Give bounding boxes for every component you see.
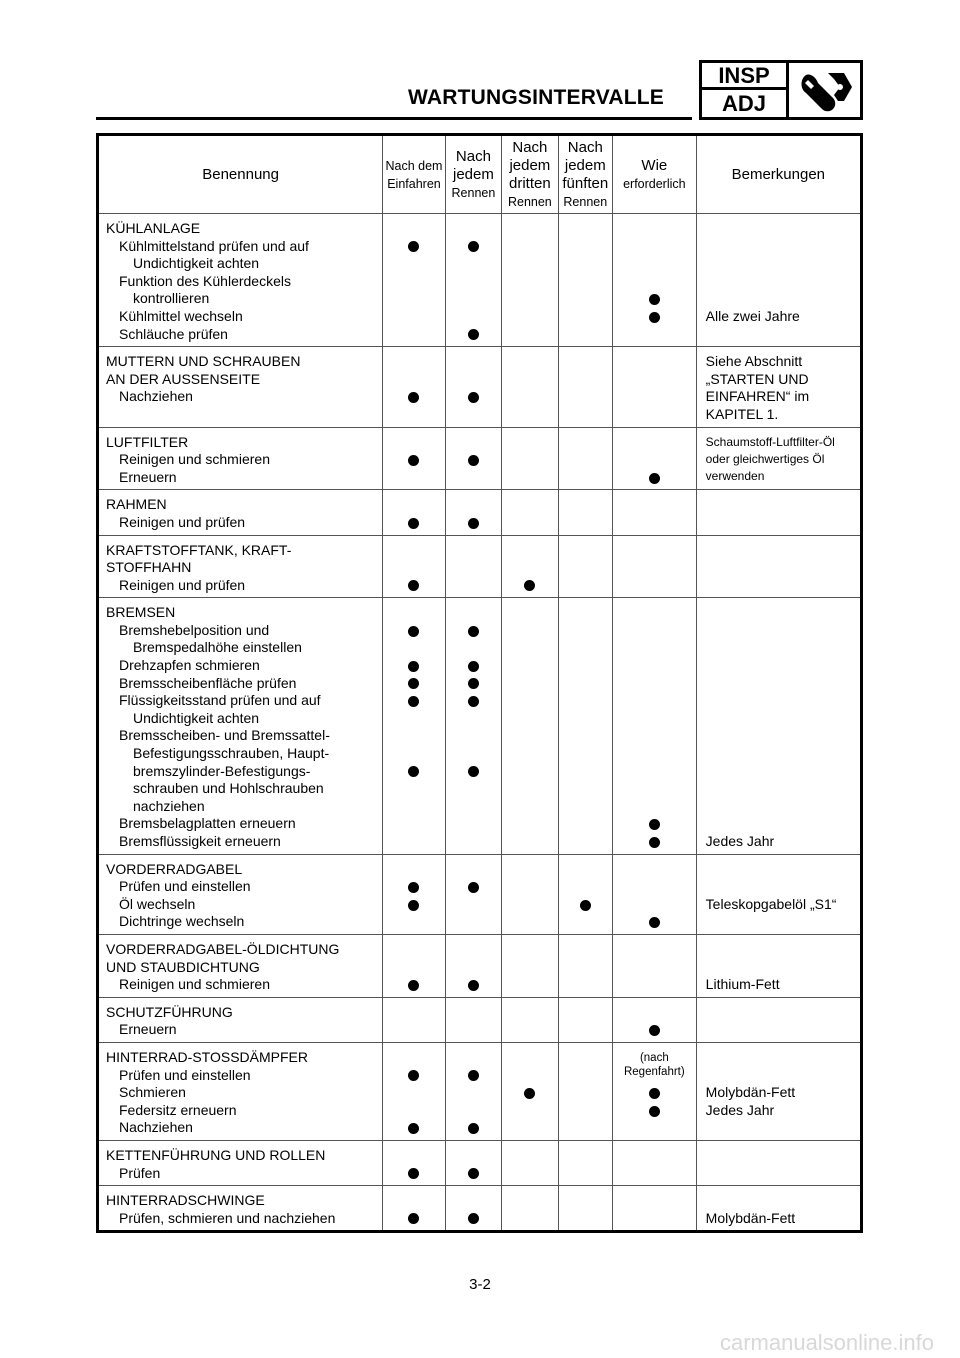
remark-line (706, 1147, 860, 1165)
benennung-cell (98, 854, 383, 934)
interval-cell-2 (445, 347, 501, 427)
bemerkungen-cell (696, 214, 861, 347)
remark-line: Siehe Abschnitt (705, 353, 803, 370)
section-heading: STOFFHAHN (106, 559, 192, 576)
bullet-mark-icon (580, 900, 591, 911)
bullet-mark-icon (408, 455, 419, 466)
interval-cell-1 (383, 490, 445, 535)
bemerkungen-cell (696, 854, 861, 934)
remark-line: Jedes Jahr (705, 833, 775, 849)
interval-cell-5 (613, 490, 697, 535)
interval-cell-4 (558, 535, 612, 598)
interval-cell-3 (502, 214, 558, 347)
interval-cell-5 (613, 997, 697, 1042)
remark-line (706, 514, 860, 532)
bullet-mark-icon (468, 241, 479, 252)
page-number: 3-2 (469, 1276, 491, 1293)
header-nach-jedem-dritten-rennen: Nach jedem dritten Rennen (502, 135, 558, 214)
interval-cell-1 (383, 1140, 445, 1185)
benennung-cell (98, 214, 383, 347)
remark-line (706, 326, 860, 344)
task-line: Funktion des Kühlerdeckels (119, 272, 291, 289)
remark-line: Lithium-Fett (705, 976, 780, 993)
interval-cell-4 (558, 427, 612, 490)
task-line: Reinigen und schmieren (119, 451, 270, 468)
remark-line (706, 1021, 860, 1039)
bullet-mark-icon (649, 1025, 660, 1036)
task-line: Federsitz erneuern (119, 1101, 237, 1118)
interval-cell-1 (383, 347, 445, 427)
interval-cell-4 (558, 1140, 612, 1185)
bemerkungen-cell (696, 1186, 861, 1232)
interval-cell-4 (558, 490, 612, 535)
table-row (98, 427, 862, 490)
task-line: Bremspedalhöhe einstellen (133, 639, 302, 656)
bemerkungen-cell (696, 1140, 861, 1185)
bullet-mark-icon (468, 1213, 479, 1224)
bullet-mark-icon (408, 580, 419, 591)
bullet-mark-icon (408, 678, 419, 689)
bullet-mark-icon (468, 980, 479, 991)
interval-cell-5 (613, 1042, 697, 1140)
bullet-mark-icon (468, 329, 479, 340)
interval-cell-3 (502, 997, 558, 1042)
remark-line (706, 604, 860, 622)
remark-line (706, 861, 860, 879)
header-benennung: Benennung (98, 135, 383, 214)
bullet-mark-icon (649, 917, 660, 928)
interval-cell-4 (558, 934, 612, 997)
interval-cell-5 (613, 854, 697, 934)
table-row (98, 598, 862, 854)
task-line: Prüfen (119, 1164, 161, 1181)
section-heading: KETTENFÜHRUNG UND ROLLEN (106, 1146, 326, 1163)
interval-cell-1 (383, 427, 445, 490)
remark-line (706, 1165, 860, 1183)
table-row (98, 934, 862, 997)
interval-cell-1 (383, 535, 445, 598)
interval-cell-2 (445, 214, 501, 347)
bullet-mark-icon (468, 1168, 479, 1179)
section-heading: RAHMEN (106, 496, 167, 513)
interval-cell-5 (613, 214, 697, 347)
section-heading: VORDERRADGABEL (106, 860, 243, 877)
task-line: Befestigungsschrauben, Haupt- (133, 745, 330, 762)
maintenance-table (96, 133, 863, 1233)
section-heading: SCHUTZFÜHRUNG (106, 1003, 233, 1020)
remark-line: Schaumstoff-Luftfilter-Öl (705, 434, 835, 449)
benennung-cell (98, 934, 383, 997)
bemerkungen-cell (696, 535, 861, 598)
interval-cell-2 (445, 1186, 501, 1232)
bullet-mark-icon (468, 678, 479, 689)
bullet-mark-icon (649, 837, 660, 848)
bullet-mark-icon (524, 580, 535, 591)
bullet-mark-icon (468, 392, 479, 403)
remark-line (706, 220, 860, 238)
interval-cell-5 (613, 427, 697, 490)
benennung-cell (98, 598, 383, 854)
task-line: Prüfen und einstellen (119, 1066, 251, 1083)
bemerkungen-cell (696, 490, 861, 535)
remark-line (706, 710, 860, 728)
task-line: Kühlmittelstand prüfen und auf (119, 237, 309, 254)
remark-line: Molybdän-Fett (705, 1084, 796, 1101)
interval-cell-3 (502, 490, 558, 535)
bullet-mark-icon (408, 241, 419, 252)
bullet-mark-icon (468, 882, 479, 893)
interval-cell-1 (383, 997, 445, 1042)
interval-cell-4 (558, 214, 612, 347)
remark-line (706, 657, 860, 675)
task-line: bremszylinder-Befestigungs- (133, 762, 311, 779)
interval-cell-5 (613, 598, 697, 854)
task-line: Bremsscheibenfläche prüfen (119, 674, 297, 691)
task-line: Schmieren (119, 1084, 186, 1101)
bemerkungen-cell (696, 1042, 861, 1140)
bullet-mark-icon (468, 1123, 479, 1134)
section-heading: UND STAUBDICHTUNG (106, 958, 260, 975)
remark-line (706, 273, 860, 291)
task-line: Bremsscheiben- und Bremssattel- (119, 727, 330, 744)
remark-line (706, 577, 860, 595)
bullet-mark-icon (408, 980, 419, 991)
remark-line (706, 745, 860, 763)
task-line: schrauben und Hohlschrauben (133, 780, 324, 797)
remark-line (706, 913, 860, 931)
bullet-mark-icon (649, 473, 660, 484)
task-line: Flüssigkeitsstand prüfen und auf (119, 692, 321, 709)
remark-line: Alle zwei Jahre (705, 307, 800, 324)
bullet-mark-icon (408, 626, 419, 637)
section-heading (106, 406, 382, 424)
remark-line (706, 727, 860, 745)
task-line: Bremshebelposition und (119, 621, 270, 638)
table-row (98, 1186, 862, 1232)
interval-cell-4 (558, 854, 612, 934)
interval-cell-2 (445, 934, 501, 997)
remark-line (706, 692, 860, 710)
interval-cell-4 (558, 1042, 612, 1140)
remark-line: Jedes Jahr (705, 1101, 775, 1118)
section-heading: KRAFTSTOFFTANK, KRAFT- (106, 541, 292, 558)
benennung-cell (98, 1140, 383, 1185)
bullet-mark-icon (408, 392, 419, 403)
interval-cell-5 (613, 347, 697, 427)
task-line: Prüfen, schmieren und nachziehen (119, 1209, 336, 1226)
remark-line (706, 639, 860, 657)
task-line: Öl wechseln (119, 895, 196, 912)
bullet-mark-icon (408, 518, 419, 529)
task-line: Undichtigkeit achten (133, 709, 260, 726)
benennung-cell (98, 1186, 383, 1232)
watermark: carmanualsonline.info (719, 1330, 934, 1355)
remark-line (706, 622, 860, 640)
header-nach-jedem-fuenften-rennen: Nach jedem fünften Rennen (558, 135, 612, 214)
interval-cell-2 (445, 1140, 501, 1185)
remark-line (706, 255, 860, 273)
task-line: Reinigen und prüfen (119, 576, 246, 593)
remark-line (706, 496, 860, 514)
interval-cell-3 (502, 1042, 558, 1140)
section-heading: HINTERRAD-STOSSDÄMPFER (106, 1048, 308, 1065)
remark-line (706, 675, 860, 693)
remark-line (706, 959, 860, 977)
task-line: Drehzapfen schmieren (119, 657, 260, 674)
bullet-mark-icon (408, 900, 419, 911)
remark-line (706, 878, 860, 896)
interval-cell-2 (445, 1042, 501, 1140)
insp-adj-badge (699, 60, 863, 120)
benennung-cell (98, 427, 383, 490)
interval-cell-1 (383, 1186, 445, 1232)
remark-line (706, 290, 860, 308)
interval-cell-5 (613, 1186, 697, 1232)
interval-cell-2 (445, 535, 501, 598)
remark-line (706, 1119, 860, 1137)
task-line: Reinigen und prüfen (119, 513, 246, 530)
interval-cell-4 (558, 1186, 612, 1232)
task-line: Nachziehen (119, 1119, 193, 1136)
bemerkungen-cell (696, 997, 861, 1042)
bullet-mark-icon (408, 766, 419, 777)
table-row (98, 854, 862, 934)
remark-line: Molybdän-Fett (705, 1209, 796, 1226)
interval-cell-4 (558, 997, 612, 1042)
remark-line: KAPITEL 1. (705, 405, 779, 422)
page-title: WARTUNGSINTERVALLE (408, 86, 664, 109)
bullet-mark-icon (408, 882, 419, 893)
interval-cell-2 (445, 997, 501, 1042)
remark-line (706, 763, 860, 781)
bemerkungen-cell (696, 598, 861, 854)
interval-cell-3 (502, 427, 558, 490)
bullet-mark-icon (408, 696, 419, 707)
task-line: Kühlmittel wechseln (119, 307, 243, 324)
interval-cell-3 (502, 347, 558, 427)
interval-cell-4 (558, 598, 612, 854)
task-line: Prüfen und einstellen (119, 878, 251, 895)
bullet-mark-icon (468, 455, 479, 466)
task-line: Nachziehen (119, 388, 193, 405)
remark-line (706, 1067, 860, 1085)
benennung-cell (98, 347, 383, 427)
remark-line: „STARTEN UND (705, 370, 809, 387)
header-nach-jedem-rennen: Nach jedem Rennen (445, 135, 501, 214)
wrench-tool-icon (792, 67, 856, 115)
section-heading: BREMSEN (106, 604, 176, 621)
remark-line: Teleskopgabelöl „S1“ (705, 895, 837, 912)
task-line: Dichtringe wechseln (119, 913, 245, 930)
bemerkungen-cell (696, 934, 861, 997)
section-heading: HINTERRADSCHWINGE (106, 1192, 265, 1209)
bullet-mark-icon (468, 766, 479, 777)
interval-cell-1 (383, 214, 445, 347)
remark-line: EINFAHREN“ im (705, 388, 810, 405)
remark-line (706, 1192, 860, 1210)
task-line: Reinigen und schmieren (119, 976, 270, 993)
task-line: Erneuern (119, 468, 177, 485)
interval-cell-3 (502, 854, 558, 934)
interval-cell-2 (445, 854, 501, 934)
benennung-cell (98, 1042, 383, 1140)
interval-cell-3 (502, 1140, 558, 1185)
title-underline (96, 117, 692, 120)
section-heading: MUTTERN UND SCHRAUBEN (106, 353, 301, 370)
remark-line: verwenden (705, 468, 765, 483)
bullet-mark-icon (649, 294, 660, 305)
interval-cell-1 (383, 934, 445, 997)
bemerkungen-cell (696, 347, 861, 427)
header-nach-dem-einfahren: Nach dem Einfahren (383, 135, 445, 214)
badge-adj: ADJ (721, 91, 766, 116)
wie-note: (nach Regenfahrt) (623, 1051, 685, 1078)
interval-cell-1 (383, 1042, 445, 1140)
benennung-cell (98, 490, 383, 535)
bullet-mark-icon (408, 1168, 419, 1179)
table-row (98, 535, 862, 598)
remark-line (706, 941, 860, 959)
interval-cell-3 (502, 1186, 558, 1232)
interval-cell-5 (613, 934, 697, 997)
task-line: Bremsflüssigkeit erneuern (119, 833, 281, 849)
header-wie-erforderlich: Wie erforderlich (613, 135, 697, 214)
interval-cell-5 (613, 535, 697, 598)
benennung-cell (98, 997, 383, 1042)
interval-cell-4 (558, 347, 612, 427)
section-heading: VORDERRADGABEL-ÖLDICHTUNG (106, 940, 340, 957)
task-line: kontrollieren (133, 290, 210, 307)
section-heading: AN DER AUSSENSEITE (106, 370, 261, 387)
task-line: Schläuche prüfen (119, 325, 228, 342)
bullet-mark-icon (524, 1088, 535, 1099)
table-header-row (98, 135, 862, 214)
bullet-mark-icon (649, 819, 660, 830)
table-row (98, 1042, 862, 1140)
section-heading: KÜHLANLAGE (106, 220, 201, 236)
interval-cell-3 (502, 535, 558, 598)
bullet-mark-icon (468, 696, 479, 707)
remark-line (706, 780, 860, 798)
remark-line (706, 238, 860, 256)
benennung-cell (98, 535, 383, 598)
task-line: Undichtigkeit achten (133, 255, 260, 272)
badge-insp: INSP (702, 63, 786, 90)
remark-line (706, 542, 860, 560)
interval-cell-2 (445, 598, 501, 854)
remark-line (706, 559, 860, 577)
remark-line (706, 1004, 860, 1022)
bullet-mark-icon (468, 626, 479, 637)
header-bemerkungen: Bemerkungen (696, 135, 861, 214)
interval-cell-1 (383, 598, 445, 854)
task-line: nachziehen (133, 797, 205, 814)
interval-cell-3 (502, 934, 558, 997)
bullet-mark-icon (468, 661, 479, 672)
interval-cell-1 (383, 854, 445, 934)
remark-line (706, 815, 860, 833)
remark-line: oder gleichwertiges Öl (705, 451, 825, 466)
bullet-mark-icon (649, 1106, 660, 1117)
bullet-mark-icon (468, 518, 479, 529)
table-row (98, 490, 862, 535)
bullet-mark-icon (408, 1070, 419, 1081)
bullet-mark-icon (408, 661, 419, 672)
bemerkungen-cell (696, 427, 861, 490)
interval-cell-2 (445, 427, 501, 490)
bullet-mark-icon (649, 1088, 660, 1099)
bullet-mark-icon (649, 312, 660, 323)
interval-cell-2 (445, 490, 501, 535)
table-row (98, 347, 862, 427)
bullet-mark-icon (468, 1070, 479, 1081)
remark-line (706, 798, 860, 816)
bullet-mark-icon (408, 1123, 419, 1134)
table-row (98, 997, 862, 1042)
section-heading: LUFTFILTER (106, 433, 189, 450)
table-row (98, 214, 862, 347)
bullet-mark-icon (408, 1213, 419, 1224)
interval-cell-3 (502, 598, 558, 854)
table-row (98, 1140, 862, 1185)
task-line: Bremsbelagplatten erneuern (119, 815, 296, 832)
remark-line (706, 1049, 860, 1067)
interval-cell-5 (613, 1140, 697, 1185)
task-line: Erneuern (119, 1021, 177, 1038)
